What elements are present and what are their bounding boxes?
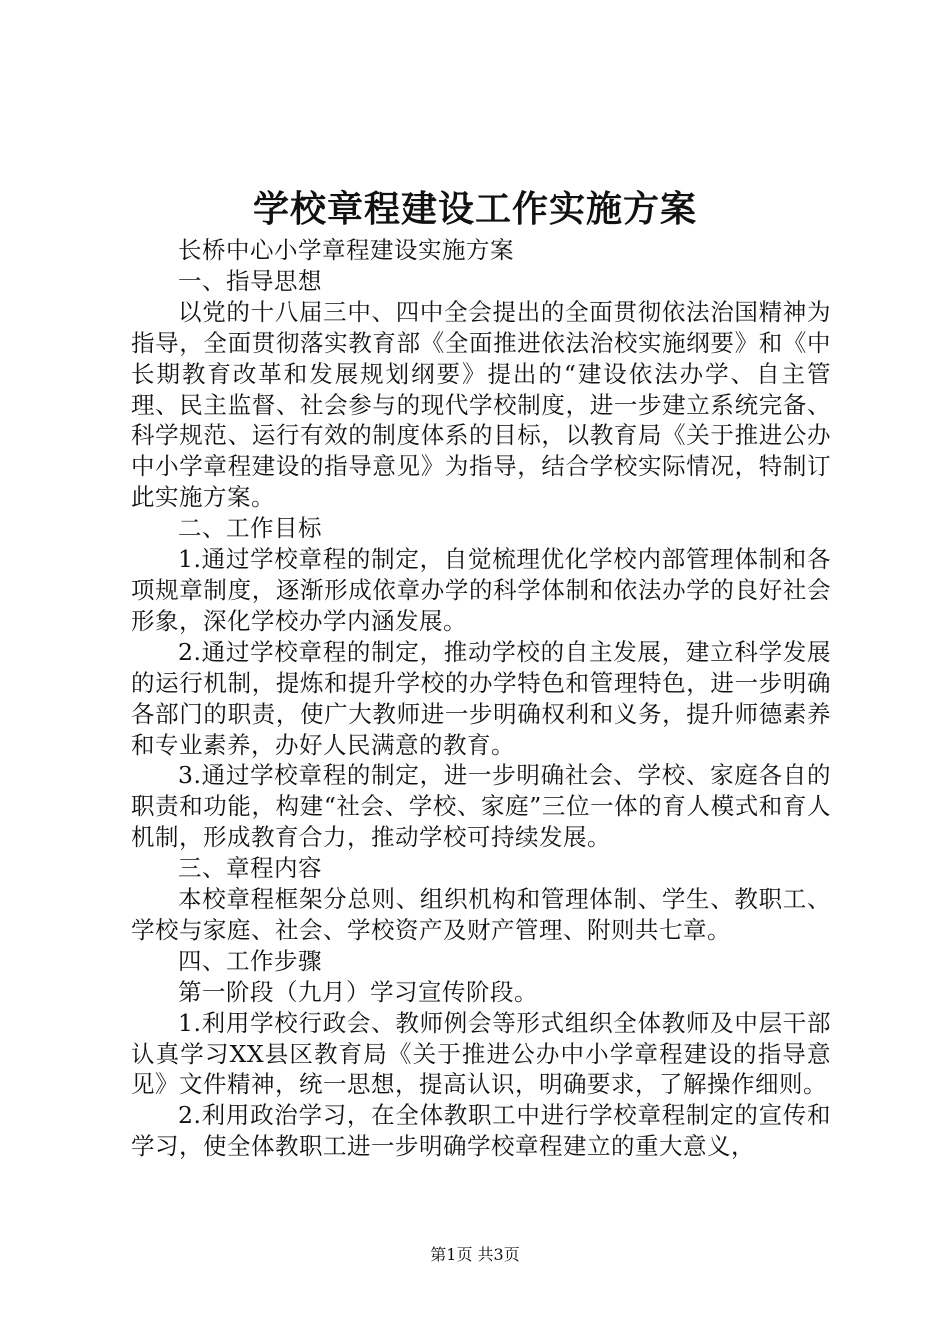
document-body xyxy=(131,235,831,1162)
paragraph: 1.利用学校行政会、教师例会等形式组织全体教师及中层干部认真学习XX县区教育局《关于推进公办中小学章程建设的指导意见》文件精神，统一思想，提高认识，明确要求，了解操作细则。 xyxy=(131,1008,831,1099)
document-subtitle: 长桥中心小学章程建设实施方案 xyxy=(178,236,514,264)
page-number: 第1页 共3页 xyxy=(430,1245,520,1264)
section-heading-guiding-ideology: 一、指导思想 xyxy=(178,266,322,295)
paragraph: 以党的十八届三中、四中全会提出的全面贯彻依法治国精神为指导，全面贯彻落实教育部《全面推进依法治校实施纲要》和《中长期教育改革和发展规划纲要》提出的“建设依法办学、自主管理、民主监督、社会参与的现代学校制度，进一步建立系统完备、科学规范、运行有效的制度体系的目标，以教育局《关于推进公办中小学章程建设的指导意见》为指导，结合学校实际情况，特制订此实施方案。 xyxy=(131,297,831,512)
paragraph: 2.利用政治学习，在全体教职工中进行学校章程制定的宣传和学习，使全体教职工进一步明确学校章程建立的重大意义， xyxy=(131,1101,831,1161)
paragraph: 本校章程框架分总则、组织机构和管理体制、学生、教职工、学校与家庭、社会、学校资产及财产管理、附则共七章。 xyxy=(131,885,831,944)
paragraph: 3.通过学校章程的制定，进一步明确社会、学校、家庭各自的职责和功能，构建“社会、学校、家庭”三位一体的育人模式和育人机制，形成教育合力，推动学校可持续发展。 xyxy=(131,761,831,852)
document-title: 学校章程建设工作实施方案 xyxy=(252,188,697,230)
paragraph: 1.通过学校章程的制定，自觉梳理优化学校内部管理体制和各项规章制度，逐渐形成依章办学的科学体制和依法办学的良好社会形象，深化学校办学内涵发展。 xyxy=(131,545,831,635)
section-heading-work-steps: 四、工作步骤 xyxy=(178,946,322,975)
section-heading-work-goals: 二、工作目标 xyxy=(178,514,322,543)
paragraph: 2.通过学校章程的制定，推动学校的自主发展，建立科学发展的运行机制，提炼和提升学校的办学特色和管理特色，进一步明确各部门的职责，使广大教师进一步明确权利和义务，提升师德素养和专业素养，办好人民满意的教育。 xyxy=(131,637,831,759)
stage-heading: 第一阶段（九月）学习宣传阶段。 xyxy=(178,977,538,1006)
section-heading-charter-content: 三、章程内容 xyxy=(178,854,322,883)
